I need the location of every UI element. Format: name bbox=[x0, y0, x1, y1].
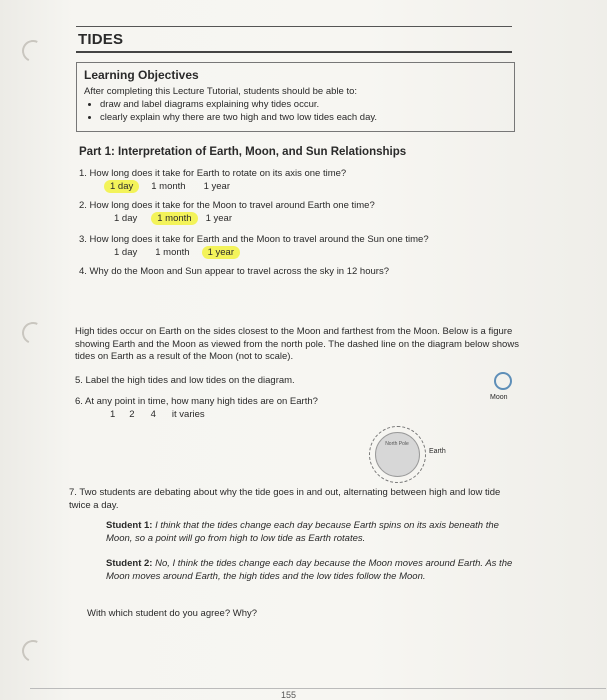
student-2-text: No, I think the tides change each day because the Moon moves around Earth. As the Moon moves around Earth, the high tides and the low tides follow the Moon. bbox=[106, 558, 513, 582]
question-7: 7. Two students are debating about why the tide goes in and out, alternating between high and low tide twice a day. bbox=[69, 487, 501, 511]
moon-label: Moon bbox=[490, 394, 508, 401]
top-rule bbox=[76, 26, 512, 27]
q3-option-1-day[interactable]: 1 day bbox=[114, 247, 138, 258]
question-5: 5. Label the high tides and low tides on the diagram. bbox=[75, 375, 295, 386]
objective-item: • clearly explain why there are two high and two low tides each day. bbox=[100, 112, 507, 123]
question-1: 1. How long does it take for Earth to rotate on its axis one time? bbox=[79, 168, 347, 179]
moon-diagram-circle bbox=[494, 372, 512, 390]
objectives-heading: Learning Objectives bbox=[84, 68, 199, 82]
title-rule bbox=[76, 51, 512, 53]
question-3: 3. How long does it take for Earth and the Moon to travel around the Sun one time? bbox=[79, 234, 429, 245]
page-number: 155 bbox=[281, 690, 297, 700]
question-2: 2. How long does it take for the Moon to travel around Earth one time? bbox=[79, 200, 375, 211]
learning-objectives-box bbox=[76, 62, 515, 132]
question-6: 6. At any point in time, how many high tides are on Earth? bbox=[75, 396, 318, 407]
binder-ring-mark bbox=[19, 319, 47, 347]
question-2-options bbox=[108, 212, 238, 225]
q2-option-1-year[interactable]: 1 year bbox=[205, 213, 232, 224]
page-title: TIDES bbox=[78, 31, 124, 48]
agree-question: With which student do you agree? Why? bbox=[87, 608, 258, 619]
objective-item: • draw and label diagrams explaining why tides occur. bbox=[100, 99, 507, 110]
binder-ring-mark bbox=[19, 637, 47, 665]
objectives-list bbox=[84, 99, 507, 123]
q2-option-1-month[interactable]: 1 month bbox=[151, 212, 197, 225]
q3-option-1-month[interactable]: 1 month bbox=[155, 247, 190, 258]
q6-option-1[interactable]: 1 bbox=[110, 409, 116, 420]
student-1-text: I think that the tides change each day because Earth spins on its axis beneath the Moon, so a point will go from high to low tide as Earth rotates. bbox=[106, 520, 499, 544]
part1-title: Part 1: Interpretation of Earth, Moon, and Sun Relationships bbox=[79, 146, 407, 158]
q2-option-1-day[interactable]: 1 day bbox=[114, 213, 138, 224]
question-3-options bbox=[108, 246, 240, 259]
question-4: 4. Why do the Moon and Sun appear to travel across the sky in 12 hours? bbox=[79, 266, 389, 277]
earth-diagram-circle bbox=[375, 432, 420, 477]
q6-option-2[interactable]: 2 bbox=[129, 409, 135, 420]
north-pole-label: North Pole bbox=[385, 441, 409, 447]
objectives-intro: After completing this Lecture Tutorial, students should be able to: bbox=[84, 86, 358, 97]
student-2-label: Student 2: bbox=[106, 558, 153, 569]
binder-ring-mark bbox=[19, 37, 47, 65]
footer-rule bbox=[30, 688, 606, 689]
q1-option-1-day[interactable]: 1 day bbox=[104, 180, 139, 193]
q3-option-1-year[interactable]: 1 year bbox=[202, 246, 240, 259]
q1-option-1-year[interactable]: 1 year bbox=[203, 181, 230, 192]
tides-intro-paragraph: High tides occur on Earth on the sides closest to the Moon and farthest from the Moon. Below is a figure showing Earth and the Moon as viewed from the north pole. The dashed line on the diagram below shows tides on Earth as a result of the Moon (not to scale). bbox=[75, 326, 519, 362]
q1-option-1-month[interactable]: 1 month bbox=[151, 181, 186, 192]
q6-option-it-varies[interactable]: it varies bbox=[171, 409, 205, 420]
earth-label: Earth bbox=[429, 448, 446, 455]
question-6-options bbox=[106, 408, 209, 421]
student-1-statement bbox=[106, 520, 514, 545]
student-1-label: Student 1: bbox=[106, 520, 153, 531]
q6-option-4[interactable]: 4 bbox=[150, 409, 156, 420]
question-1-options bbox=[104, 180, 236, 193]
student-2-statement bbox=[106, 558, 514, 583]
